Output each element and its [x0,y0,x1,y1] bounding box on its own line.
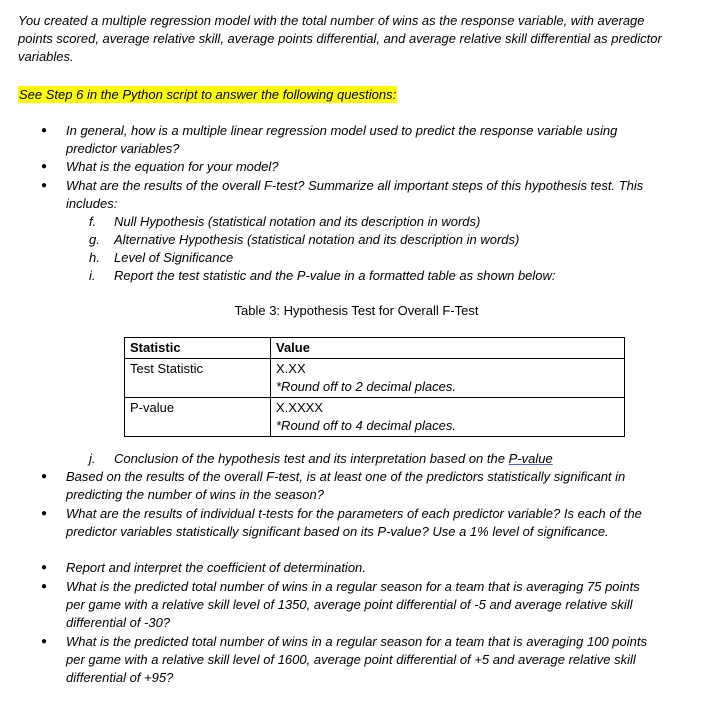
hypothesis-test-table [124,337,625,437]
table-header-cell: Value [271,338,625,359]
p-value-underlined: P-value [508,451,553,466]
sub-item-letter: i. [89,268,96,283]
bullet-item: What are the results of individual t-tests for the parameters of each predictor variable? Is each of the predictor variables statistically significant based on its P-value? Use a 1% level of significance. [66,506,642,539]
table-caption: Table 3: Hypothesis Test for Overall F-Test [234,303,479,318]
table-cell-label: P-value [125,398,271,437]
bullet-item: What is the predicted total number of wins in a regular season for a team that is averaging 100 points per game with a relative skill level of 1600, average point differential of +5 and average relative skill differential of +95? [66,634,647,685]
bullet-icon: ● [41,636,48,647]
sub-item [0,450,713,468]
table-header-cell: Statistic [125,338,271,359]
table-row [125,398,625,437]
sub-item-letter: f. [89,214,97,229]
table-cell-value [271,359,625,398]
sub-item [0,231,713,249]
sub-item [0,249,713,267]
bullet-item: What are the results of the overall F-test? Summarize all important steps of this hypothesis test. This includes: [66,178,644,211]
sub-item [0,267,713,285]
rounding-note: *Round off to 2 decimal places. [276,379,456,394]
bullet-icon: ● [41,161,48,172]
highlighted-instruction: See Step 6 in the Python script to answer the following questions: [19,87,397,102]
intro-paragraph: You created a multiple regression model with the total number of wins as the response variable, with average points scored, average relative skill, average points differential, and average relative skill differential as predictor variables. [18,13,662,64]
sub-item-letter: g. [89,232,100,247]
table-cell-value [271,398,625,437]
bullet-item: What is the predicted total number of wins in a regular season for a team that is averaging 75 points per game with a relative skill level of 1350, average point differential of -5 and average relative skill differential of -30? [66,579,640,630]
sub-item-letter: h. [89,250,100,265]
bullet-item: In general, how is a multiple linear regression model used to predict the response variable using predictor variables? [66,123,618,156]
bullet-icon: ● [41,508,48,519]
bullet-item: What is the equation for your model? [66,159,279,174]
value-text: X.XXXX [276,400,323,415]
bullet-icon: ● [41,125,48,136]
sub-item [0,213,713,231]
table-cell-label: Test Statistic [125,359,271,398]
sub-item-letter: j. [89,451,96,466]
sub-item-text: Report the test statistic and the P-value in a formatted table as shown below: [114,268,556,283]
bullet-icon: ● [41,180,48,191]
bullet-item: Report and interpret the coefficient of determination. [66,560,366,575]
value-text: X.XX [276,361,306,376]
sub-item-text-main: Conclusion of the hypothesis test and its interpretation based on the [114,451,509,466]
sub-item-text: Null Hypothesis (statistical notation and its description in words) [114,214,481,229]
bullet-icon: ● [41,471,48,482]
bullet-icon: ● [41,562,48,573]
table-header-row [125,338,625,359]
table-row [125,359,625,398]
sub-item-text [114,450,553,468]
sub-item-text: Alternative Hypothesis (statistical notation and its description in words) [114,232,520,247]
bullet-icon: ● [41,581,48,592]
rounding-note: *Round off to 4 decimal places. [276,418,456,433]
sub-item-text: Level of Significance [114,250,234,265]
bullet-item: Based on the results of the overall F-test, is at least one of the predictors statistically significant in predicting the number of wins in the season? [66,469,626,502]
